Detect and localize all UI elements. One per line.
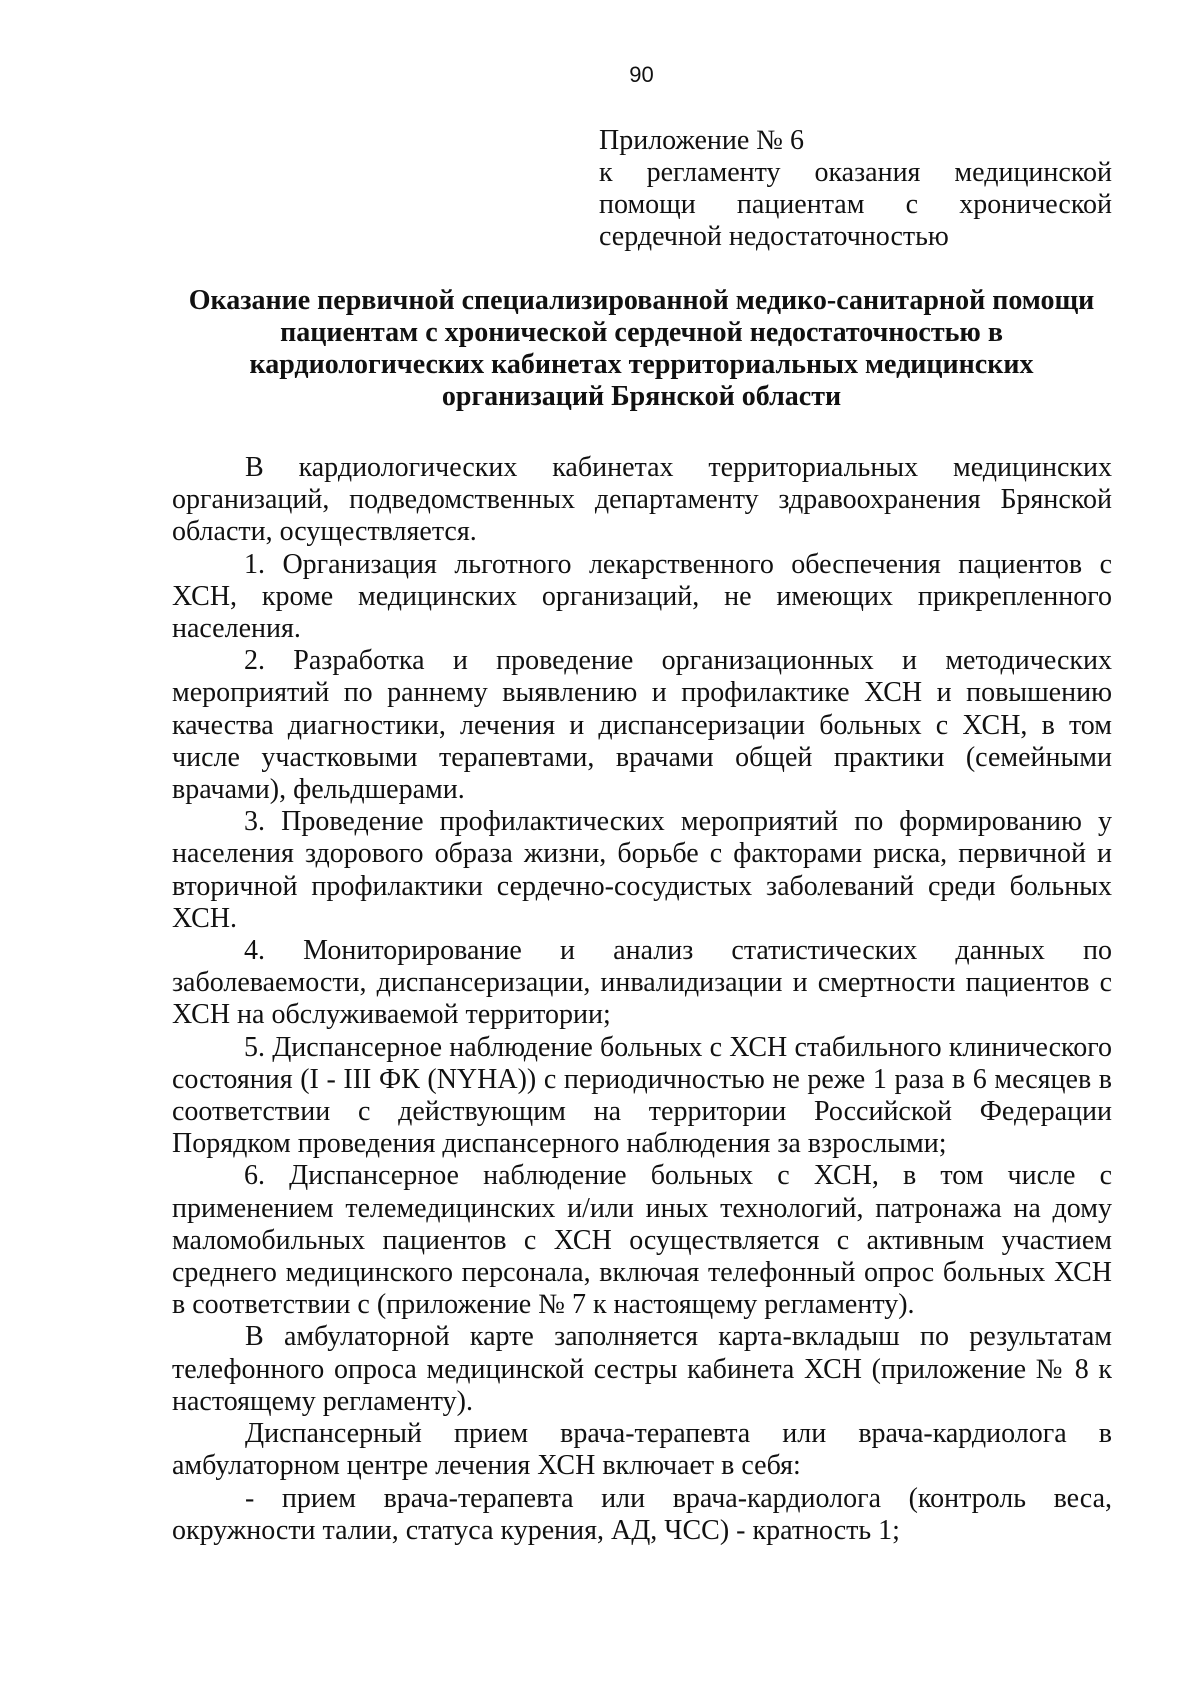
title-line: кардиологических кабинетах территориальных медицинских bbox=[249, 349, 1034, 380]
intro-paragraph: В кардиологических кабинетах территориальных медицинских организаций, подведомственных департаменту здравоохранения Брянской области, осуществляется. bbox=[172, 452, 1112, 548]
appendix-reference-line: помощи пациентам с хронической bbox=[599, 189, 1112, 220]
list-item: 1. Организация льготного лекарственного обеспечения пациентов с ХСН, кроме медицинских организаций, не имеющих прикрепленного населения. bbox=[172, 548, 1112, 645]
document-title bbox=[170, 285, 1113, 413]
list-item: 4. Мониторирование и анализ статистических данных по заболеваемости, диспансеризации, инвалидизации и смертности пациентов с ХСН на обслуживаемой территории; bbox=[172, 935, 1112, 1031]
title-line: пациентам с хронической сердечной недостаточностью в bbox=[280, 317, 1003, 348]
title-line: организаций Брянской области bbox=[441, 381, 842, 412]
list-item: 3. Проведение профилактических мероприятий по формированию у населения здорового образа жизни, борьбе с факторами риска, первичной и вторичной профилактики сердечно-сосудистых заболеваний среди больных ХСН. bbox=[172, 806, 1112, 934]
appendix-header bbox=[599, 125, 1112, 253]
card-paragraph: В амбулаторной карте заполняется карта-вкладыш по результатам телефонного опроса медицинской сестры кабинета ХСН (приложение № 8 к настоящему регламенту). bbox=[172, 1321, 1112, 1417]
dash-list-item: - прием врача-терапевта или врача-кардиолога (контроль веса, окружности талии, статуса курения, АД, ЧСС) - кратность 1; bbox=[172, 1482, 1112, 1546]
page-number: 90 bbox=[629, 62, 654, 87]
reception-paragraph: Диспансерный прием врача-терапевта или врача-кардиолога в амбулаторном центре лечения ХСН включает в себя: bbox=[172, 1418, 1112, 1482]
list-item: 5. Диспансерное наблюдение больных с ХСН стабильного клинического состояния (I - III ФК (NYHA)) с периодичностью не реже 1 раза в 6 месяцев в соответствии с действующим на территории Российской Федерации Порядком проведения диспансерного наблюдения за взрослыми; bbox=[172, 1031, 1112, 1160]
appendix-number: Приложение № 6 bbox=[599, 125, 804, 156]
list-item: 6. Диспансерное наблюдение больных с ХСН, в том числе с применением телемедицинских и/или иных технологий, патронажа на дому маломобильных пациентов с ХСН осуществляется с активным участием среднего медицинского персонала, включая телефонный опрос больных ХСН в соответствии с (приложение № 7 к настоящему регламенту). bbox=[172, 1160, 1112, 1321]
appendix-reference-line: сердечной недостаточностью bbox=[599, 221, 949, 252]
document-body bbox=[172, 452, 1112, 1547]
appendix-reference-line: к регламенту оказания медицинской bbox=[599, 157, 1112, 188]
title-line: Оказание первичной специализированной медико-санитарной помощи bbox=[188, 285, 1095, 316]
list-item: 2. Разработка и проведение организационных и методических мероприятий по раннему выявлению и профилактике ХСН и повышению качества диагностики, лечения и диспансеризации больных с ХСН, в том числе участковыми терапевтами, врачами общей практики (семейными врачами), фельдшерами. bbox=[172, 645, 1112, 806]
